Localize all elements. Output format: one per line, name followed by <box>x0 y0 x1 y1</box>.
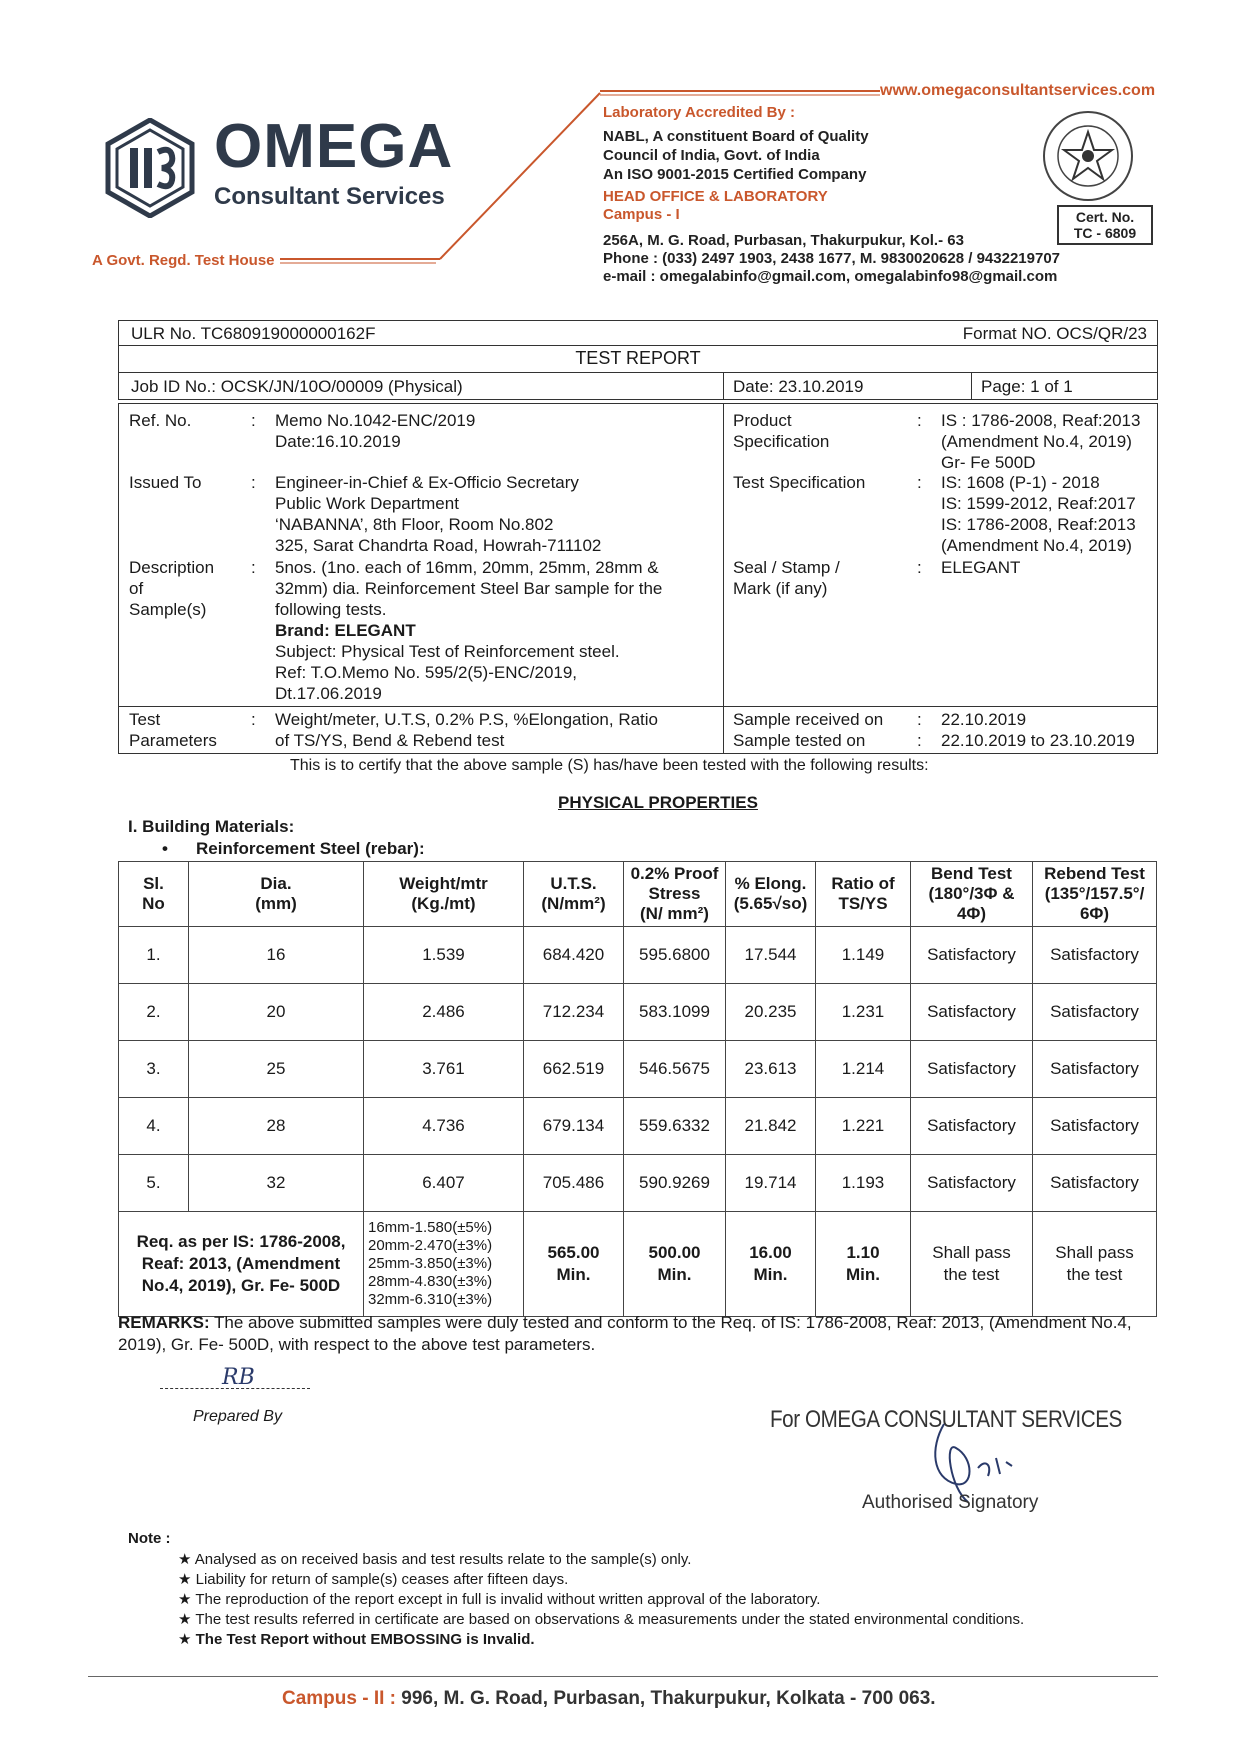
test-parameters-label <box>129 709 217 751</box>
cell: 20.235 <box>726 984 816 1041</box>
cell: 28 <box>189 1098 364 1155</box>
lab-address: 256A, M. G. Road, Purbasan, Thakurpukur, Kol.- 63 <box>603 232 964 249</box>
product-spec-label <box>733 410 829 452</box>
ref-label: Ref. No. <box>129 411 192 430</box>
description-line: 32mm) dia. Reinforcement Steel Bar sample for the <box>275 579 663 598</box>
tagline: A Govt. Regd. Test House <box>92 252 275 269</box>
params-label-line: Test <box>129 710 161 729</box>
params-line: Weight/meter, U.T.S, 0.2% P.S, %Elongation, Ratio <box>275 710 659 729</box>
brand-line: Brand: ELEGANT <box>275 621 416 640</box>
requirement-uts: 565.00 Min. <box>524 1212 624 1317</box>
header-proof-stress: 0.2% Proof Stress (N/ mm²) <box>624 862 726 927</box>
colon: : <box>251 411 256 430</box>
product-spec-line: IS : 1786-2008, Reaf:2013 <box>941 411 1141 430</box>
colon: : <box>251 473 256 492</box>
remarks-label: REMARKS: <box>118 1313 210 1332</box>
cell: Satisfactory <box>1033 1155 1157 1212</box>
issued-line: Public Work Department <box>275 494 459 513</box>
ref-date: Date:16.10.2019 <box>275 432 401 451</box>
requirement-label: Req. as per IS: 1786-2008, Reaf: 2013, (Amendment No.4, 2019), Gr. Fe- 500D <box>119 1212 364 1317</box>
remarks <box>118 1312 1158 1356</box>
sample-tested-label: Sample tested on <box>733 731 866 750</box>
cell: 590.9269 <box>624 1155 726 1212</box>
cell: 2.486 <box>364 984 524 1041</box>
cell: 662.519 <box>524 1041 624 1098</box>
product-spec-label-line: Product <box>733 411 792 430</box>
cell: 1. <box>119 927 189 984</box>
remarks-text: The above submitted samples were duly tested and conform to the Req. of IS: 1786-2008, Reaf: 2013, (Amendment No.4, 2019), Gr. Fe- 500D, with respect to the above test parameters. <box>118 1313 1132 1354</box>
requirement-elongation: 16.00 Min. <box>726 1212 816 1317</box>
results-table <box>118 861 1157 1317</box>
cell: 2. <box>119 984 189 1041</box>
params-label-line: Parameters <box>129 731 217 750</box>
description-value <box>275 557 662 704</box>
requirement-row <box>119 1212 1157 1317</box>
table-row <box>119 927 1157 984</box>
table-row <box>119 1155 1157 1212</box>
prepared-initials: RB <box>222 1365 255 1390</box>
lab-phone: Phone : (033) 2497 1903, 2438 1677, M. 9830020628 / 9432219707 <box>603 250 1061 267</box>
description-line: Subject: Physical Test of Reinforcement steel. <box>275 642 620 661</box>
cell: 1.539 <box>364 927 524 984</box>
cell: Satisfactory <box>1033 984 1157 1041</box>
category-heading: I. Building Materials: <box>128 817 295 836</box>
cert-label: Cert. No. <box>1075 209 1135 225</box>
table-row <box>119 1098 1157 1155</box>
test-spec-line: (Amendment No.4, 2019) <box>941 536 1132 555</box>
cell: 559.6332 <box>624 1098 726 1155</box>
product-spec-value <box>941 410 1140 473</box>
requirement-ratio: 1.10 Min. <box>816 1212 911 1317</box>
test-spec-line: IS: 1608 (P-1) - 2018 <box>941 473 1100 492</box>
page-number: Page: 1 of 1 <box>981 377 1073 396</box>
cell: 1.193 <box>816 1155 911 1212</box>
header-weight: Weight/mtr (Kg./mt) <box>364 862 524 927</box>
brand-name: OMEGA <box>214 112 454 181</box>
note-title: Note : <box>128 1530 171 1547</box>
seal-label <box>733 557 840 599</box>
cell: 583.1099 <box>624 984 726 1041</box>
ref-value <box>275 410 475 452</box>
format-number: Format NO. OCS/QR/23 <box>962 324 1147 343</box>
colon: : <box>917 558 922 577</box>
cell: 3.761 <box>364 1041 524 1098</box>
website-link[interactable]: www.omegaconsultantservices.com <box>880 82 1156 99</box>
cell: 4.736 <box>364 1098 524 1155</box>
header-uts: U.T.S. (N/mm²) <box>524 862 624 927</box>
colon: : <box>917 731 922 750</box>
note-item: ★ Liability for return of sample(s) ceases after fifteen days. <box>178 1571 569 1588</box>
ref-memo: Memo No.1042-ENC/2019 <box>275 411 476 430</box>
cell: 19.714 <box>726 1155 816 1212</box>
cell: 17.544 <box>726 927 816 984</box>
table-row <box>119 984 1157 1041</box>
product-spec-line: (Amendment No.4, 2019) <box>941 432 1132 451</box>
subcategory-heading: • Reinforcement Steel (rebar): <box>162 839 425 858</box>
cell: 1.214 <box>816 1041 911 1098</box>
footer-address <box>282 1688 936 1710</box>
sample-details-box <box>118 403 1158 754</box>
cell: 595.6800 <box>624 927 726 984</box>
cell: 21.842 <box>726 1098 816 1155</box>
description-line: Ref: T.O.Memo No. 595/2(5)-ENC/2019, <box>275 663 578 682</box>
sample-received-label: Sample received on <box>733 710 884 729</box>
header-bend-test: Bend Test (180°/3Φ & 4Φ) <box>911 862 1033 927</box>
table-header-row <box>119 862 1157 927</box>
description-label-line: Sample(s) <box>129 600 207 619</box>
cell: 1.221 <box>816 1098 911 1155</box>
job-id: Job ID No.: OCSK/JN/10O/00009 (Physical) <box>131 377 463 396</box>
cell: Satisfactory <box>911 984 1033 1041</box>
description-label-line: Description <box>129 558 215 577</box>
test-spec-line: IS: 1599-2012, Reaf:2017 <box>941 494 1136 513</box>
certificate-number-box <box>1057 205 1153 245</box>
cell: 23.613 <box>726 1041 816 1098</box>
star-icon: ★ <box>178 1591 192 1608</box>
section-title: PHYSICAL PROPERTIES <box>558 793 758 812</box>
requirement-proof-stress: 500.00 Min. <box>624 1212 726 1317</box>
cell: 6.407 <box>364 1155 524 1212</box>
footer-campus-label: Campus - II : <box>282 1688 397 1709</box>
header-rebend-test: Rebend Test (135°/157.5°/ 6Φ) <box>1033 862 1157 927</box>
star-icon: ★ <box>178 1611 192 1628</box>
footer-campus-address: 996, M. G. Road, Purbasan, Thakurpukur, Kolkata - 700 063. <box>401 1688 936 1709</box>
colon: : <box>251 710 256 729</box>
report-title: TEST REPORT <box>575 348 701 368</box>
params-line: of TS/YS, Bend & Rebend test <box>275 731 505 750</box>
accreditation-line: An ISO 9001-2015 Certified Company <box>603 166 867 183</box>
cell: Satisfactory <box>911 927 1033 984</box>
cell: 16 <box>189 927 364 984</box>
cell: 679.134 <box>524 1098 624 1155</box>
lab-email: e-mail : omegalabinfo@gmail.com, omegalabinfo98@gmail.com <box>603 268 1058 285</box>
seal-label-line: Mark (if any) <box>733 579 828 598</box>
cell: Satisfactory <box>1033 1041 1157 1098</box>
sample-received-value: 22.10.2019 <box>941 710 1027 729</box>
office-line: Campus - I <box>603 206 680 223</box>
issued-to-value <box>275 472 601 556</box>
cell: Satisfactory <box>911 1155 1033 1212</box>
requirement-bend: Shall pass the test <box>911 1212 1033 1317</box>
subcategory-text: Reinforcement Steel (rebar): <box>196 839 425 858</box>
star-icon: ★ <box>178 1571 192 1588</box>
requirement-weights: 16mm-1.580(±5%) 20mm-2.470(±3%) 25mm-3.850(±3%) 28mm-4.830(±3%) 32mm-6.310(±3%) <box>364 1212 524 1317</box>
star-icon: ★ <box>178 1551 192 1568</box>
accreditation-title: Laboratory Accredited By : <box>603 104 795 121</box>
accreditation-line: Council of India, Govt. of India <box>603 147 820 164</box>
authorised-signatory: Authorised Signatory <box>862 1492 1039 1513</box>
cell: 705.486 <box>524 1155 624 1212</box>
cell: 32 <box>189 1155 364 1212</box>
colon: : <box>917 411 922 430</box>
test-parameters-value <box>275 709 658 751</box>
issued-line: 325, Sarat Chandrta Road, Howrah-711102 <box>275 536 602 555</box>
cert-number: TC - 6809 <box>1073 225 1137 241</box>
table-row <box>119 1041 1157 1098</box>
nabl-seal-icon <box>1030 108 1140 208</box>
cell: 25 <box>189 1041 364 1098</box>
cell: 546.5675 <box>624 1041 726 1098</box>
cell: Satisfactory <box>911 1098 1033 1155</box>
colon: : <box>917 710 922 729</box>
header-dia: Dia. (mm) <box>189 862 364 927</box>
seal-label-line: Seal / Stamp / <box>733 558 840 577</box>
cell: Satisfactory <box>1033 1098 1157 1155</box>
note-item: ★ The test results referred in certificate are based on observations & measurements under the stated environmental conditions. <box>178 1611 1025 1628</box>
cell: Satisfactory <box>911 1041 1033 1098</box>
star-icon: ★ <box>178 1631 192 1648</box>
description-line: Dt.17.06.2019 <box>275 684 382 703</box>
issued-line: ‘NABANNA’, 8th Floor, Room No.802 <box>275 515 554 534</box>
colon: : <box>251 558 256 577</box>
requirement-rebend: Shall pass the test <box>1033 1212 1157 1317</box>
test-spec-value <box>941 472 1136 556</box>
note-item: ★ The Test Report without EMBOSSING is Invalid. <box>178 1631 535 1648</box>
note-item: ★ The reproduction of the report except in full is invalid without written approval of the laboratory. <box>178 1591 821 1608</box>
seal-value: ELEGANT <box>941 558 1021 577</box>
cell: 5. <box>119 1155 189 1212</box>
company-stamp: For OMEGA CONSULTANT SERVICES <box>770 1406 1122 1433</box>
product-spec-label-line: Specification <box>733 432 830 451</box>
issued-to-label: Issued To <box>129 473 202 492</box>
description-line: following tests. <box>275 600 387 619</box>
header-sl-no: Sl. No <box>119 862 189 927</box>
cell: 3. <box>119 1041 189 1098</box>
office-line: HEAD OFFICE & LABORATORY <box>603 188 828 205</box>
issued-line: Engineer-in-Chief & Ex-Officio Secretary <box>275 473 579 492</box>
cell: 1.231 <box>816 984 911 1041</box>
cell: 4. <box>119 1098 189 1155</box>
product-spec-line: Gr- Fe 500D <box>941 453 1036 472</box>
report-header-box <box>118 320 1158 400</box>
footer-divider <box>88 1676 1158 1677</box>
prepared-by-label: Prepared By <box>193 1408 282 1425</box>
description-label-line: of <box>129 579 144 598</box>
cell: 684.420 <box>524 927 624 984</box>
note-item: ★ Analysed as on received basis and test results relate to the sample(s) only. <box>178 1551 692 1568</box>
description-line: 5nos. (1no. each of 16mm, 20mm, 25mm, 28mm & <box>275 558 659 577</box>
accreditation-line: NABL, A constituent Board of Quality <box>603 128 869 145</box>
cell: 20 <box>189 984 364 1041</box>
report-date: Date: 23.10.2019 <box>733 377 864 396</box>
colon: : <box>917 473 922 492</box>
cell: Satisfactory <box>1033 927 1157 984</box>
cell: 712.234 <box>524 984 624 1041</box>
test-spec-label: Test Specification <box>733 473 866 492</box>
test-spec-line: IS: 1786-2008, Reaf:2013 <box>941 515 1136 534</box>
brand-subtitle: Consultant Services <box>214 183 445 210</box>
header-ratio: Ratio of TS/YS <box>816 862 911 927</box>
sample-tested-value: 22.10.2019 to 23.10.2019 <box>941 731 1135 750</box>
ulr-number: ULR No. TC680919000000162F <box>131 324 376 343</box>
header-elongation: % Elong. (5.65√so) <box>726 862 816 927</box>
certify-text: This is to certify that the above sample (S) has/have been tested with the following results: <box>290 757 929 774</box>
cell: 1.149 <box>816 927 911 984</box>
omega-logo-icon <box>104 118 196 218</box>
description-label <box>129 557 214 620</box>
